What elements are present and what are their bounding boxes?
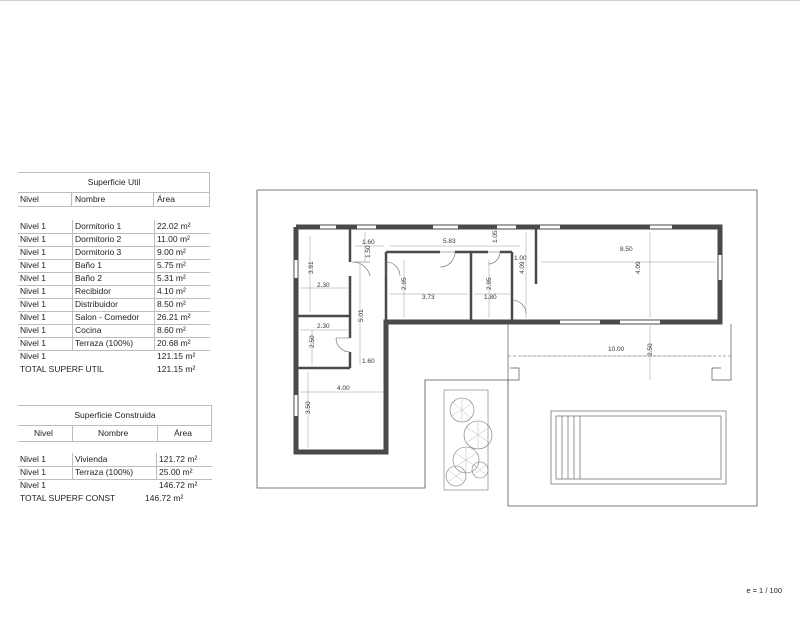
total-area: 146.72 m² <box>145 493 184 503</box>
table-cell: Dormitorio 2 <box>75 234 122 244</box>
table-cell: 20.68 m² <box>157 338 191 348</box>
dim-label: 4.09 <box>635 261 642 274</box>
util-table-title: Superficie Util <box>87 177 141 187</box>
table-cell: Nivel 1 <box>20 467 46 477</box>
table-cell: Nivel 1 <box>20 286 46 296</box>
plot-boundary <box>257 190 757 506</box>
table-cell: Baño 1 <box>75 260 102 270</box>
table-cell: Nivel 1 <box>20 273 46 283</box>
subtotal-level: Nivel 1 <box>20 480 46 490</box>
table-cell: Nivel 1 <box>20 234 46 244</box>
table-cell: Vivienda <box>75 454 108 464</box>
table-cell: Salon - Comedor <box>75 312 140 322</box>
dim-label: 2.30 <box>317 282 330 289</box>
dim-label: 8.50 <box>620 246 633 253</box>
dim-label: 1.50 <box>365 245 372 258</box>
table-cell: Nivel 1 <box>20 454 46 464</box>
dim-label: 2.95 <box>486 277 493 290</box>
total-label: TOTAL SUPERF CONST <box>20 493 116 503</box>
table-cell: 25.00 m² <box>159 467 193 477</box>
dim-label: 5.01 <box>358 309 365 322</box>
dim-label: 1.60 <box>362 239 375 246</box>
dim-label: 5.83 <box>443 238 456 245</box>
header-nivel: Nivel <box>20 194 39 204</box>
table-cell: Baño 2 <box>75 273 102 283</box>
dim-label: 4.09 <box>519 261 526 274</box>
const-table-title: Superficie Construida <box>74 410 156 420</box>
dim-label: 10.00 <box>608 346 625 353</box>
total-label: TOTAL SUPERF UTIL <box>20 364 104 374</box>
scale-note: e = 1 / 100 <box>746 586 782 595</box>
dim-label: 3.91 <box>308 261 315 274</box>
table-cell: Nivel 1 <box>20 221 46 231</box>
planter <box>444 390 492 490</box>
table-cell: Distribuidor <box>75 299 118 309</box>
table-cell: Dormitorio 3 <box>75 247 122 257</box>
table-cell: 9.00 m² <box>157 247 186 257</box>
header-nivel: Nivel <box>34 428 53 438</box>
pool <box>551 411 726 484</box>
dim-label: 1.00 <box>514 255 527 262</box>
table-cell: Nivel 1 <box>20 299 46 309</box>
header-nombre: Nombre <box>98 428 129 438</box>
table-cell: 22.02 m² <box>157 221 191 231</box>
dim-label: 3.50 <box>305 401 312 414</box>
subtotal-area: 146.72 m² <box>159 480 198 490</box>
dim-label: 2.50 <box>647 343 654 356</box>
table-cell: Nivel 1 <box>20 338 46 348</box>
subtotal-area: 121.15 m² <box>157 351 196 361</box>
table-cell: Cocina <box>75 325 102 335</box>
dim-label: 3.73 <box>422 294 435 301</box>
dim-label: 1.60 <box>362 358 375 365</box>
table-cell: 8.50 m² <box>157 299 186 309</box>
table-cell: Terraza (100%) <box>75 467 134 477</box>
table-cell: 4.10 m² <box>157 286 186 296</box>
table-cell: Recibidor <box>75 286 111 296</box>
table-cell: Nivel 1 <box>20 325 46 335</box>
terrace-outline <box>508 324 519 380</box>
table-cell: 8.60 m² <box>157 325 186 335</box>
total-area: 121.15 m² <box>157 364 196 374</box>
header-area: Área <box>157 194 175 204</box>
dim-label: 1.80 <box>484 294 497 301</box>
dim-label: 2.30 <box>317 323 330 330</box>
header-area: Área <box>174 428 192 438</box>
subtotal-level: Nivel 1 <box>20 351 46 361</box>
table-cell: Terraza (100%) <box>75 338 134 348</box>
table-cell: Nivel 1 <box>20 312 46 322</box>
table-cell: Nivel 1 <box>20 247 46 257</box>
table-cell: 5.75 m² <box>157 260 186 270</box>
table-cell: 121.72 m² <box>159 454 198 464</box>
table-cell: 11.00 m² <box>157 234 190 244</box>
table-cell: Dormitorio 1 <box>75 221 122 231</box>
dim-label: 2.95 <box>401 277 408 290</box>
table-cell: 26.21 m² <box>157 312 191 322</box>
table-cell: 5.31 m² <box>157 273 186 283</box>
dim-label: 4.00 <box>337 385 350 392</box>
header-nombre: Nombre <box>75 194 106 204</box>
table-cell: Nivel 1 <box>20 260 46 270</box>
dim-label: 1.05 <box>492 230 499 243</box>
dim-label: 2.50 <box>309 335 316 348</box>
